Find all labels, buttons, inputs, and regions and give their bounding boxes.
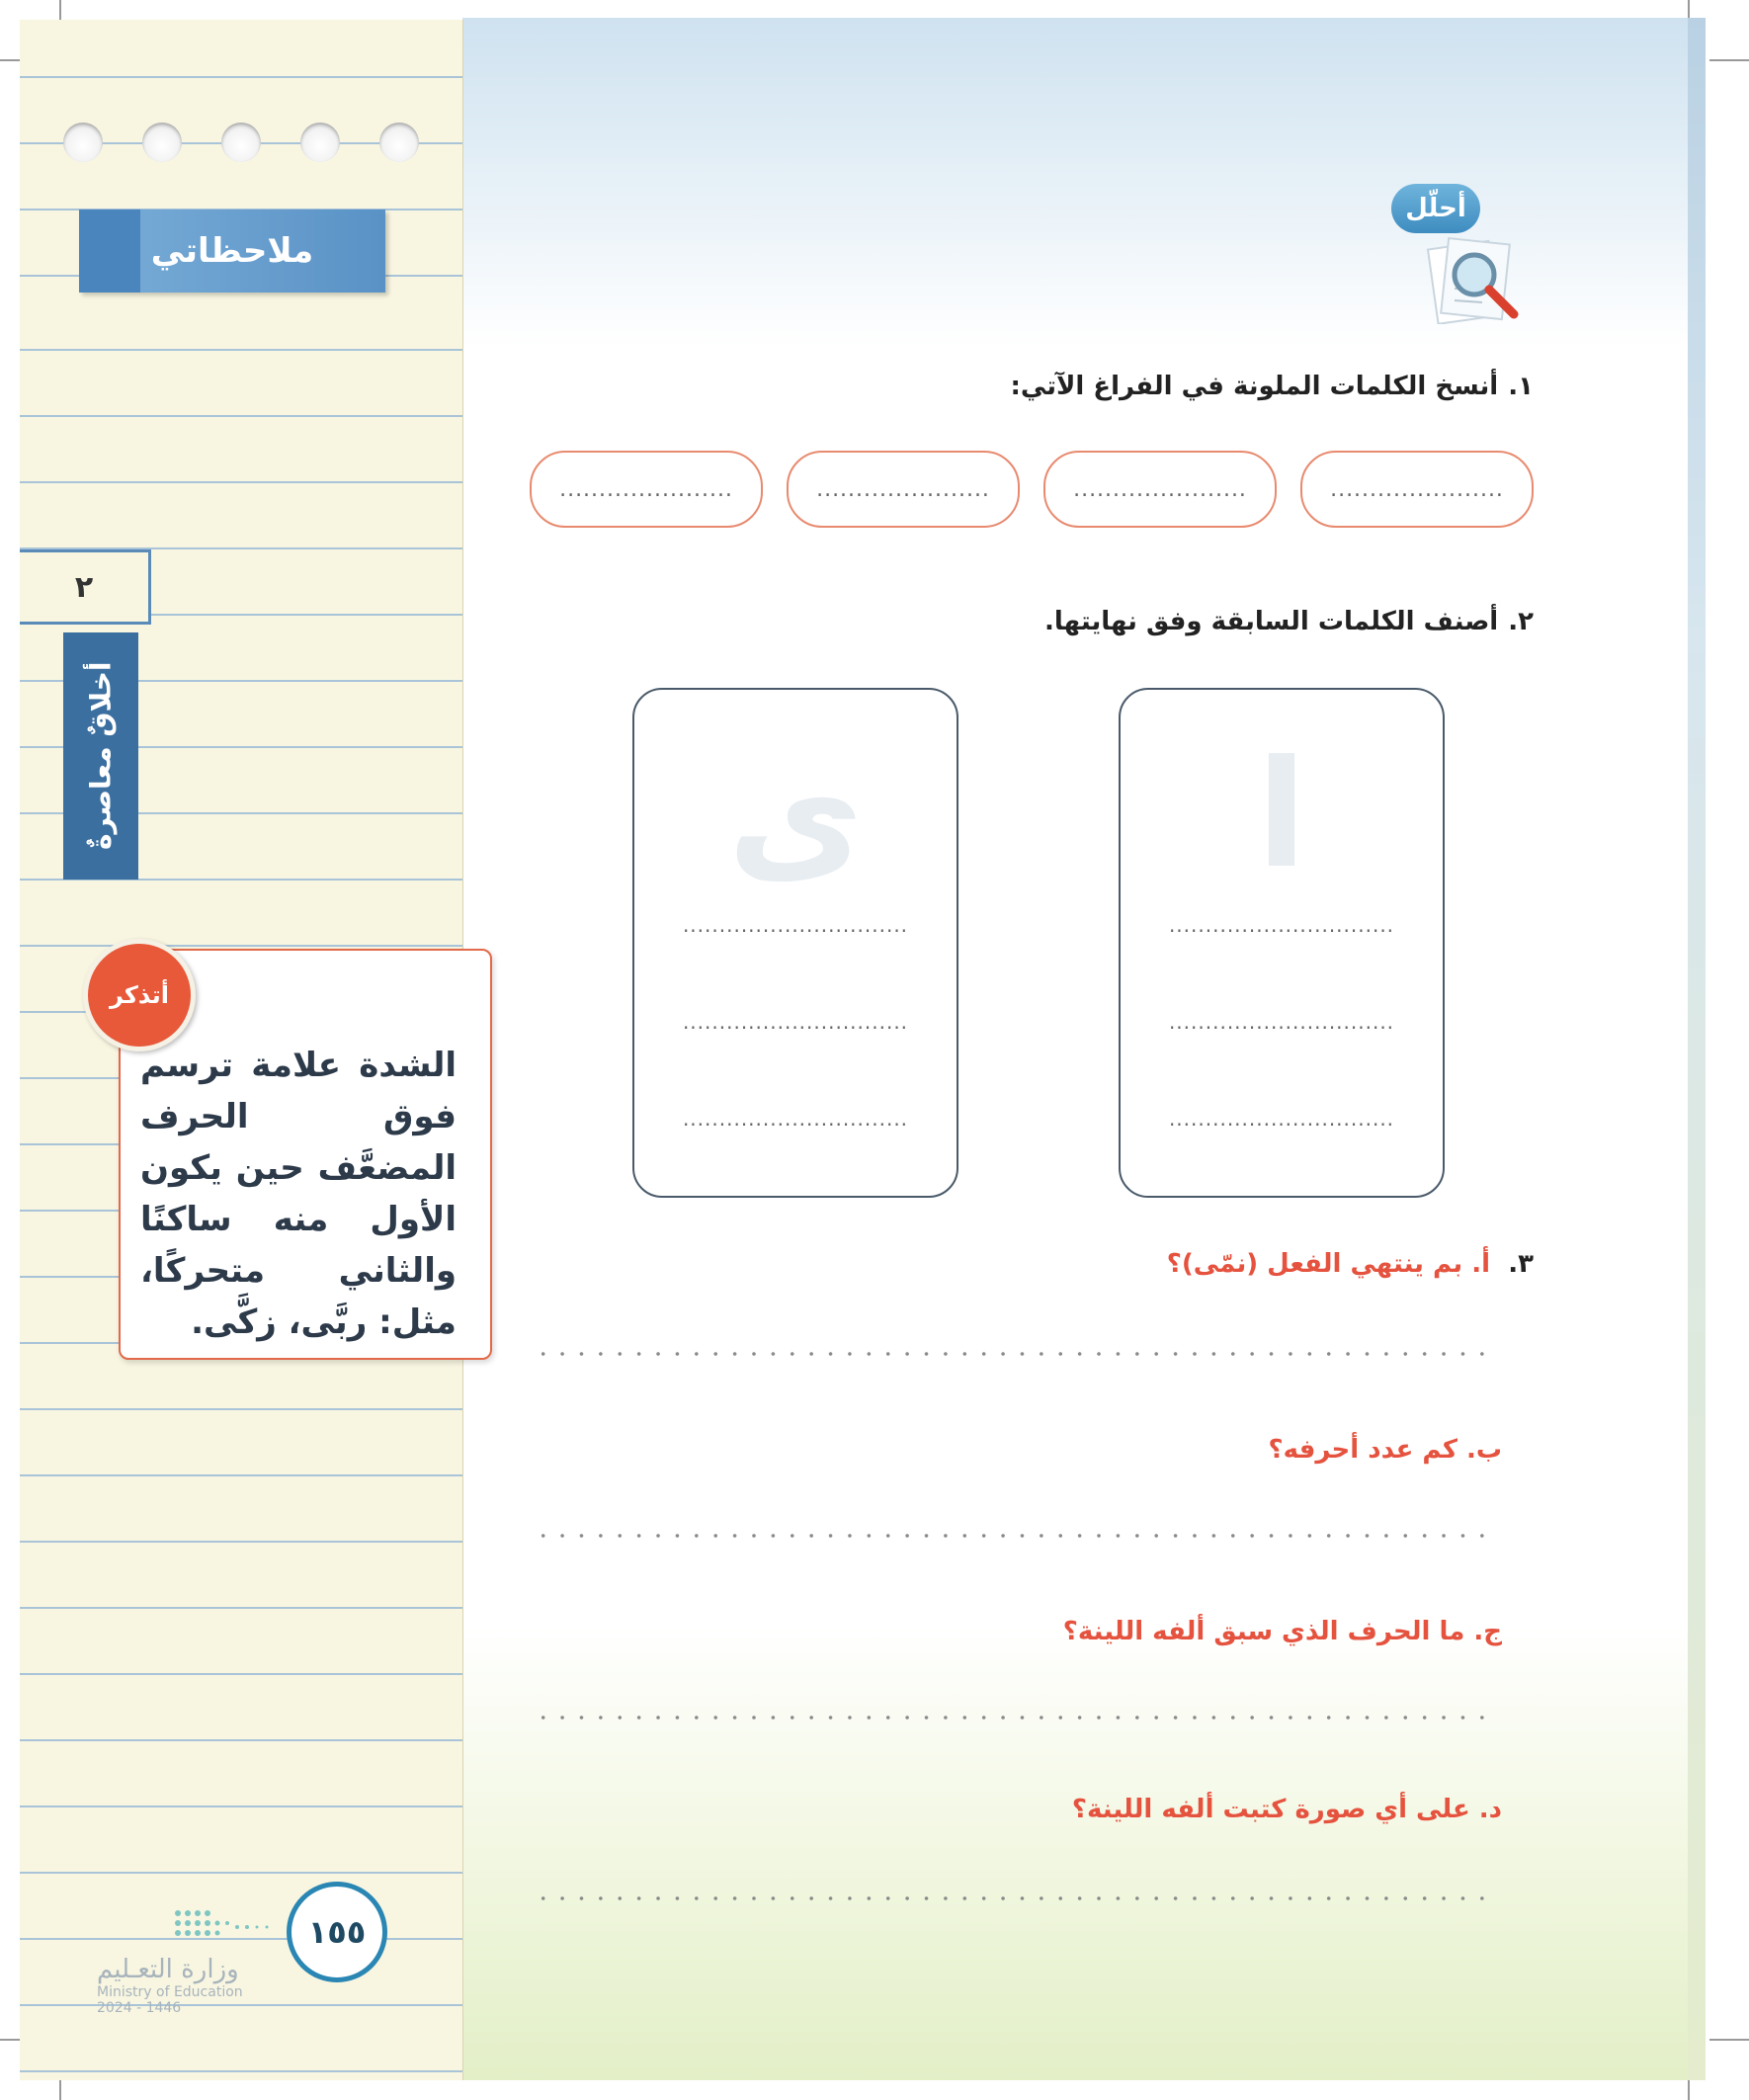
notes-title: ملاحظاتي <box>150 231 314 271</box>
answer-line[interactable] <box>534 1895 1492 1901</box>
binder-hole <box>379 123 419 162</box>
page-number-text: ١٥٥ <box>307 1913 367 1951</box>
analyze-label: أحلّل <box>1405 194 1466 223</box>
question-2-text: أصنف الكلمات السابقة وفق نهايتها. <box>1044 607 1499 636</box>
crop-mark <box>1709 2039 1749 2041</box>
sort-card-yaa <box>632 688 958 1198</box>
sort-card-letter: ى <box>727 729 864 901</box>
question-3d: د. على أي صورة كتبت ألفه اللينة؟ <box>1071 1795 1502 1824</box>
binder-hole <box>63 123 103 162</box>
analyze-badge <box>1391 184 1480 233</box>
sort-card-line[interactable]: ............................... <box>1168 1010 1395 1034</box>
ministry-name-en: Ministry of Education <box>97 1984 243 2000</box>
copy-blank-dots: ...................... <box>559 476 733 502</box>
ministry-year: 2024 - 1446 <box>97 2000 182 2016</box>
sort-card-line[interactable]: ............................... <box>1168 913 1395 937</box>
sort-card-line[interactable]: ............................... <box>1168 1107 1395 1131</box>
page-edge-strip <box>1688 18 1706 2080</box>
question-2-number: ٢. <box>1508 607 1534 636</box>
sort-card-line[interactable]: ............................... <box>682 1107 909 1131</box>
unit-number: ٢ <box>74 569 94 605</box>
answer-line[interactable] <box>534 1351 1492 1357</box>
sort-card-line[interactable]: ............................... <box>682 1010 909 1034</box>
copy-blank[interactable] <box>787 451 1020 528</box>
remember-badge-label: أتذكر <box>110 981 169 1009</box>
answer-line[interactable] <box>534 1533 1492 1539</box>
question-3-number: ٣. <box>1508 1249 1534 1279</box>
binder-hole <box>142 123 182 162</box>
answer-line[interactable] <box>534 1715 1492 1721</box>
ministry-name-ar: وزارة التعـليم <box>97 1955 239 1984</box>
sort-card-alif <box>1119 688 1445 1198</box>
remember-text: الشدة علامة ترسم فوق الحرف المضعَّف حين يكون الأول منه ساكنًا والثاني متحركًا، مثل: ربَّى، زكَّى. <box>140 1046 457 1342</box>
copy-blank[interactable] <box>530 451 763 528</box>
question-2-heading <box>1044 607 1534 636</box>
label-tab <box>79 210 140 293</box>
copy-blanks-row <box>532 451 1534 528</box>
copy-blank[interactable] <box>1300 451 1534 528</box>
question-3c: ج. ما الحرف الذي سبق ألفه اللينة؟ <box>1062 1617 1502 1646</box>
copy-blank[interactable] <box>1043 451 1277 528</box>
question-1-text: أنسخ الكلمات الملونة في الفراغ الآتي: <box>1010 372 1499 401</box>
binder-hole <box>300 123 340 162</box>
ministry-logo-icon <box>168 1903 287 1947</box>
binder-holes <box>63 123 419 162</box>
unit-number-box <box>20 549 151 625</box>
ministry-logo <box>97 1955 314 2016</box>
notes-title-label <box>79 210 385 293</box>
copy-blank-dots: ...................... <box>816 476 990 502</box>
sort-card-line[interactable]: ............................... <box>682 913 909 937</box>
question-1-heading <box>1011 372 1534 401</box>
question-3a: أ. بم ينتهي الفعل (نمّى)؟ <box>1166 1249 1490 1279</box>
sort-card-letter: ا <box>1256 729 1307 901</box>
question-1-number: ١. <box>1508 372 1534 401</box>
crop-mark <box>1709 59 1749 61</box>
copy-blank-dots: ...................... <box>1330 476 1504 502</box>
copy-blank-dots: ...................... <box>1073 476 1247 502</box>
remember-badge <box>83 939 196 1051</box>
question-3b: ب. كم عدد أحرفه؟ <box>1268 1435 1502 1465</box>
unit-title: أخلاقٌ معاصرةٌ <box>84 661 118 851</box>
binder-hole <box>221 123 261 162</box>
unit-title-tab <box>63 632 138 880</box>
